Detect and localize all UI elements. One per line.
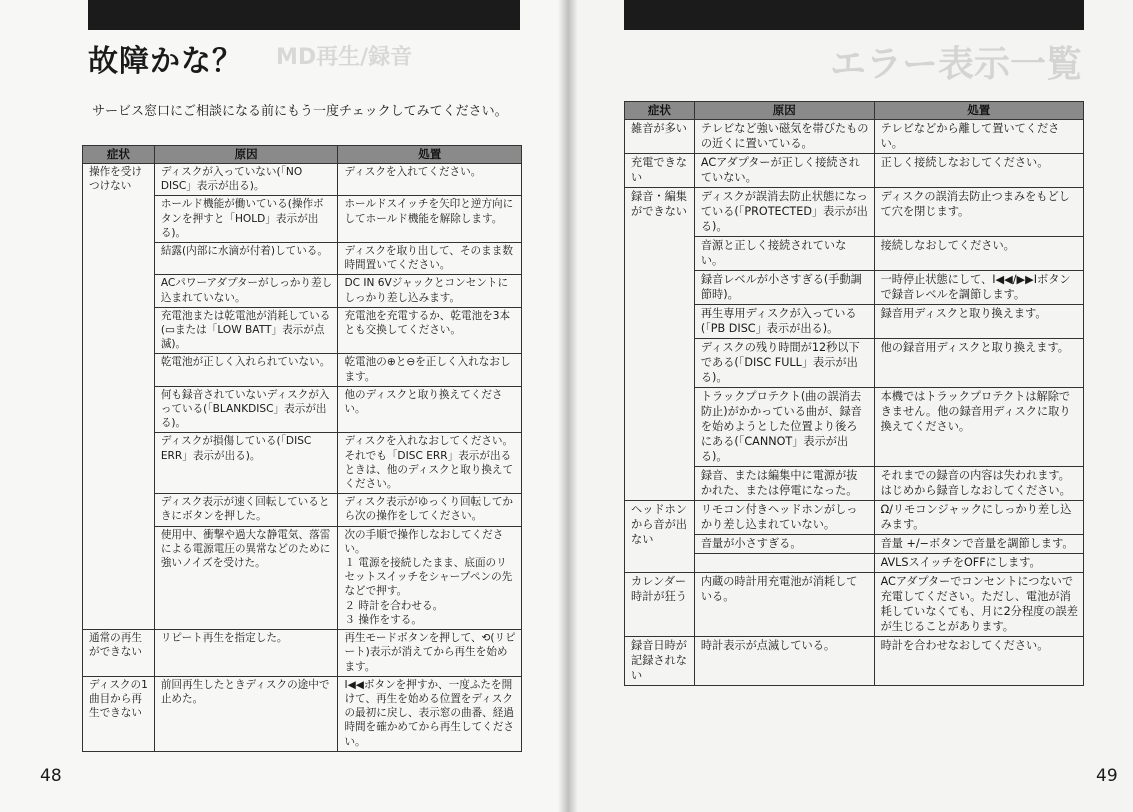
bleed-through-title: MD再生/録音 <box>276 45 413 70</box>
cause-cell: リモコン付きヘッドホンがしっかり差し込まれていない。 <box>694 501 874 535</box>
remedy-cell: 時計を合わせなおしてください。 <box>874 637 1083 686</box>
remedy-cell: 再生モードボタンを押して、⟲(リピート)表示が消えてから再生を始めます。 <box>338 630 522 677</box>
remedy-cell: 他のディスクと取り換えてください。 <box>338 386 522 433</box>
remedy-cell: ACアダプターでコンセントにつないで充電してください。ただし、電池が消耗していなくても、月に2分程度の誤差が生じることがあります。 <box>874 573 1083 637</box>
remedy-cell: 録音用ディスクと取り換えます。 <box>874 305 1083 339</box>
cause-cell: テレビなど強い磁気を帯びたものの近くに置いている。 <box>694 120 874 154</box>
cause-cell: トラックプロテクト(曲の誤消去防止)がかかっている曲が、録音を始めようとした位置より後ろにある(「CANNOT」表示が出る)。 <box>694 388 874 467</box>
table-row <box>625 573 1084 637</box>
remedy-cell: 本機ではトラックプロテクトは解除できません。他の録音用ディスクに取り換えてください。 <box>874 388 1083 467</box>
symptom-cell: カレンダー時計が狂う <box>625 573 695 637</box>
symptom-cell: 操作を受けつけない <box>83 164 155 630</box>
remedy-cell: 音量 +/−ボタンで音量を調節します。 <box>874 535 1083 554</box>
cause-cell: 内蔵の時計用充電池が消耗している。 <box>694 573 874 637</box>
table-row <box>625 637 1084 686</box>
page-title: 故障かな？ <box>88 44 243 79</box>
cause-cell: 時計表示が点滅している。 <box>694 637 874 686</box>
cause-cell: 使用中、衝撃や過大な静電気、落雷による電源電圧の異常などのために強いノイズを受けた。 <box>154 526 338 629</box>
remedy-cell: 接続しなおしてください。 <box>874 237 1083 271</box>
remedy-cell: ディスクを入れなおしてください。それでも「DISC ERR」表示が出るときは、他のディスクと取り換えてください。 <box>338 433 522 494</box>
table-row <box>83 164 522 196</box>
cause-cell: 結露(内部に水滴が付着)している。 <box>154 243 338 275</box>
right-page <box>568 0 1133 812</box>
table-row <box>625 188 1084 237</box>
cause-cell: 前回再生したときディスクの途中で止めた。 <box>154 676 338 751</box>
symptom-cell: 充電できない <box>625 154 695 188</box>
remedy-cell: 充電池を充電するか、乾電池を3本とも交換してください。 <box>338 307 522 354</box>
cause-cell: 録音、または編集中に電源が抜かれた、または停電になった。 <box>694 467 874 501</box>
table-header-row <box>83 146 522 164</box>
remedy-cell: ディスクの誤消去防止つまみをもどして穴を閉じます。 <box>874 188 1083 237</box>
remedy-cell: AVLSスイッチをOFFにします。 <box>874 554 1083 573</box>
header-remedy: 処置 <box>338 146 522 164</box>
cause-cell: ディスクが誤消去防止状態になっている(「PROTECTED」表示が出る)。 <box>694 188 874 237</box>
symptom-cell: 通常の再生ができない <box>83 630 155 677</box>
remedy-cell: ディスク表示がゆっくり回転してから次の操作をしてください。 <box>338 494 522 526</box>
page-number: 48 <box>40 766 62 786</box>
cause-cell: 録音レベルが小さすぎる(手動調節時)。 <box>694 271 874 305</box>
table-header-row <box>625 102 1084 120</box>
cause-cell: ディスクが損傷している(「DISC ERR」表示が出る)。 <box>154 433 338 494</box>
troubleshooting-table <box>82 145 522 752</box>
cause-cell: ACパワーアダプターがしっかり差し込まれていない。 <box>154 275 338 307</box>
header-bar <box>624 0 1084 30</box>
remedy-cell: ディスクを取り出して、そのまま数時間置いてください。 <box>338 243 522 275</box>
remedy-cell: I◀◀ボタンを押すか、一度ふたを開けて、再生を始める位置をディスクの最初に戻し、表示窓の曲番、経過時間を確かめてから再生してください。 <box>338 676 522 751</box>
cause-cell: ACアダプターが正しく接続されていない。 <box>694 154 874 188</box>
header-cause: 原因 <box>694 102 874 120</box>
remedy-cell: 正しく接続しなおしてください。 <box>874 154 1083 188</box>
bleed-through-title: エラー表示一覧 <box>830 44 1083 85</box>
table-row <box>625 501 1084 535</box>
cause-cell: 再生専用ディスクが入っている(「PB DISC」表示が出る)。 <box>694 305 874 339</box>
symptom-cell: 録音日時が記録されない <box>625 637 695 686</box>
remedy-cell: 他の録音用ディスクと取り換えます。 <box>874 339 1083 388</box>
cause-cell: ホールド機能が働いている(操作ボタンを押すと「HOLD」表示が出る)。 <box>154 196 338 243</box>
remedy-cell: ホールドスイッチを矢印と逆方向にしてホールド機能を解除します。 <box>338 196 522 243</box>
header-bar <box>88 0 520 30</box>
remedy-cell: 次の手順で操作しなおしてください。 １ 電源を接続したまま、底面のリセットスイッチをシャープペンの先などで押す。 ２ 時計を合わせる。 ３ 操作をする。 <box>338 526 522 629</box>
cause-cell: ディスクが入っていない(「NO DISC」表示が出る)。 <box>154 164 338 196</box>
cause-cell: ディスク表示が速く回転しているときにボタンを押した。 <box>154 494 338 526</box>
remedy-cell: それまでの録音の内容は失われます。はじめから録音しなおしてください。 <box>874 467 1083 501</box>
cause-cell: 音源と正しく接続されていない。 <box>694 237 874 271</box>
remedy-cell: Ω/リモコンジャックにしっかり差し込みます。 <box>874 501 1083 535</box>
page-number: 49 <box>1096 766 1118 786</box>
header-remedy: 処置 <box>874 102 1083 120</box>
table-row <box>625 120 1084 154</box>
cause-cell: リピート再生を指定した。 <box>154 630 338 677</box>
symptom-cell: ヘッドホンから音が出ない <box>625 501 695 573</box>
remedy-cell: 一時停止状態にして、I◀◀/▶▶Iボタンで録音レベルを調節します。 <box>874 271 1083 305</box>
header-symptom: 症状 <box>625 102 695 120</box>
symptom-cell: ディスクの1曲目から再生できない <box>83 676 155 751</box>
cause-cell: 充電池または乾電池が消耗している(▭または「LOW BATT」表示が点滅)。 <box>154 307 338 354</box>
book-gutter <box>558 0 578 812</box>
cause-cell <box>694 554 874 573</box>
intro-text: サービス窓口にご相談になる前にもう一度チェックしてみてください。 <box>92 104 508 119</box>
header-cause: 原因 <box>154 146 338 164</box>
remedy-cell: ディスクを入れてください。 <box>338 164 522 196</box>
cause-cell: 音量が小さすぎる。 <box>694 535 874 554</box>
remedy-cell: DC IN 6Vジャックとコンセントにしっかり差し込みます。 <box>338 275 522 307</box>
symptom-cell: 雑音が多い <box>625 120 695 154</box>
table-row <box>83 630 522 677</box>
symptom-cell: 録音・編集ができない <box>625 188 695 501</box>
remedy-cell: テレビなどから離して置いてください。 <box>874 120 1083 154</box>
cause-cell: 何も録音されていないディスクが入っている(「BLANKDISC」表示が出る)。 <box>154 386 338 433</box>
cause-cell: 乾電池が正しく入れられていない。 <box>154 354 338 386</box>
header-symptom: 症状 <box>83 146 155 164</box>
table-row <box>625 154 1084 188</box>
table-row <box>83 676 522 751</box>
cause-cell: ディスクの残り時間が12秒以下である(「DISC FULL」表示が出る)。 <box>694 339 874 388</box>
remedy-cell: 乾電池の⊕と⊖を正しく入れなおします。 <box>338 354 522 386</box>
troubleshooting-table <box>624 101 1084 686</box>
